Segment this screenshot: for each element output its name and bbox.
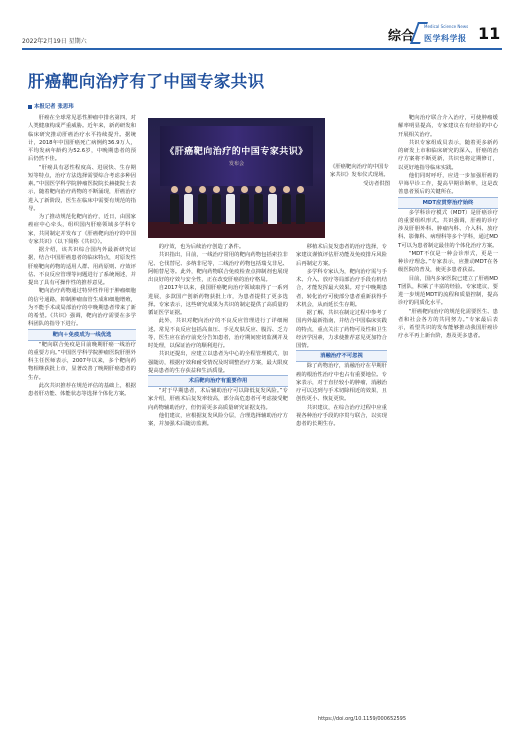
section-name: 综合 <box>388 29 415 44</box>
person-figure <box>268 186 277 224</box>
english-name: Medical Science News <box>424 24 469 29</box>
photo-credit: 受访者供图 <box>363 180 390 187</box>
paragraph: 多学科专家认为，靶向治疗需与手术、介入、放疗等局部治疗手段有机结合，才能发挥最大效果。对于中晚期患者，转化治疗可使部分患者重新获得手术机会，从而延长生存期。 <box>296 268 387 308</box>
person-figure <box>184 186 193 224</box>
paragraph: 据介绍，该共识综合国内外最新研究证据，结合中国肝癌患者的临床特点，对原发性肝癌靶向药物的适用人群、用药原则、疗效评估、不良反应管理等问题进行了系统阐述，并提出了具有可操作性的推荐意见。 <box>28 247 136 286</box>
paragraph: 共识专家组成员表示，随着更多新药的研发上市和临床研究的深入，肝癌的治疗方案将不断更新，共识也将定期修订，以更好地指导临床实践。 <box>398 139 498 171</box>
event-photo <box>148 118 325 238</box>
paragraph: 肝癌在全球常见恶性肿瘤中排名第四，对人类健康构成严重威胁。近年来，新药研发和临床研究推动肝癌治疗水平持续提升。据统计，2018年中国肝癌死亡病例约36.9万人，平均发病年龄约为52.6岁，中晚期患者的预后仍然不佳。 <box>28 115 136 163</box>
column-2 <box>148 243 288 428</box>
doi-link[interactable]: https://doi.org/10.1159/000652595 <box>318 716 407 722</box>
issue-date: 2022年2月19日 星期六 <box>22 38 87 45</box>
screen-subtitle: 发布会 <box>228 161 244 167</box>
paragraph: 的疗效，也为后续治疗创造了条件。 <box>158 244 245 250</box>
paragraph: “肝癌具有恶性程度高、进展快、生存期短等特点，治疗方法选择需要综合考虑多种因素。”中国医学科学院肿瘤医院院长赫捷院士表示，随着靶向治疗药物的不断涌现，肝癌治疗进入了新阶段，医生在临床中需要有规范的指导。 <box>28 164 136 212</box>
paragraph: 为了推动规范化靶向治疗，近日，由国家癌症中心牵头，组织国内肝癌领域多学科专家，共同制定并发布了《肝癌靶向治疗的中国专家共识》（以下简称《共识》）。 <box>28 214 136 245</box>
subheading: 靶向＋免疫成为一线优选 <box>28 329 136 341</box>
paragraph: “肝癌靶向治疗的规范化需要医生、患者和社会各方的共同努力。”专家最后表示，希望共识的发布能够推动我国肝癌诊疗水平再上新台阶，惠及更多患者。 <box>398 308 498 340</box>
paragraph: 移植术后复发患者的治疗选择，专家建议谨慎评估肝功能及免疫排斥风险后再制定方案。 <box>296 244 387 267</box>
paragraph: 共识建议，在综合治疗过程中应重视各种治疗手段的序贯与联合，以实现患者的长期生存。 <box>296 404 387 427</box>
paragraph: 多学科诊疗模式（MDT）是肝癌诊疗的重要组织形式。共识强调，肝癌的诊疗涉及肝胆外科、肿瘤内科、介入科、放疗科、影像科、病理科等多个学科，通过MDT可以为患者制定最佳的个体化治疗方案。 <box>398 209 498 249</box>
paragraph: 据了解，共识在制定过程中参考了国内外最新指南，并结合中国临床实践的特点，重点关注了药物可及性和卫生经济学因素，力求使推荐意见更加符合国情。 <box>296 310 387 349</box>
paragraph: 靶向治疗药物通过特异性作用于肿瘤细胞的信号通路，抑制肿瘤血管生成和细胞增殖，为不能手术或局部治疗的中晚期患者带来了新的希望。《共识》强调，靶向治疗需要在多学科团队的指导下进行。 <box>28 288 136 328</box>
article-title: 肝癌靶向治疗有了中国专家共识 <box>28 72 265 91</box>
header-divider <box>22 48 502 50</box>
person-figure <box>170 186 179 224</box>
person-figure <box>296 186 305 224</box>
paragraph: 此外，共识对靶向治疗的不良反应管理进行了详细阐述。常见不良反应包括高血压、手足皮肤反应、腹泻、乏力等，医生应在治疗前充分告知患者，治疗期间密切监测并及时处理，以保证治疗的顺利进行。 <box>148 318 288 349</box>
caption-text: 《肝癌靶向治疗的中国专家共识》发布仪式现场。 <box>330 164 389 179</box>
person-figure <box>240 186 249 224</box>
paragraph: 靶向治疗联合介入治疗，可使肿瘤缓解率明显提高，专家建议在有经验的中心开展相关治疗。 <box>398 115 498 138</box>
newspaper-brand: 医学科学报 <box>424 34 467 43</box>
person-figure <box>282 186 291 224</box>
paragraph: 共识指出，目前，一线治疗常用的靶向药物包括索拉非尼、仑伐替尼、多纳非尼等，二线治疗药物包括瑞戈非尼、阿帕替尼等。此外，靶向药物联合免疫检查点抑制剂也展现出良好的疗效与安全性，正在改变肝癌的治疗格局。 <box>148 252 288 283</box>
masthead <box>0 0 524 50</box>
subheading: MDT应贯穿治疗始终 <box>398 197 498 209</box>
stage-screen <box>160 126 313 186</box>
page-number: 11 <box>478 24 501 43</box>
column-4 <box>398 114 498 341</box>
paragraph: 此次共识推荐在规范评估的基础上，根据患者肝功能、体能状态等选择个体化方案。 <box>28 382 136 397</box>
photo-caption <box>330 163 390 188</box>
paragraph: 他们建议，应根据复发风险分层，合理选择辅助治疗方案，并加强术后随访监测。 <box>148 412 288 427</box>
person-figure <box>212 186 221 224</box>
paragraph: 除了药物治疗，消融治疗在早期肝癌的根治性治疗中也占有重要地位。专家表示，对于直径较小的肿瘤，消融治疗可以达到与手术切除相近的效果，且创伤更小、恢复更快。 <box>296 363 387 403</box>
paragraph: “MDT不仅是一种会诊形式，更是一种诊疗理念。”专家表示，应推动MDT在各级医院的普及，使更多患者获益。 <box>398 250 498 274</box>
subheading: 术后靶向治疗有重要作用 <box>148 375 288 387</box>
subheading: 消融治疗不可忽视 <box>296 350 387 362</box>
person-figure <box>254 186 263 224</box>
screen-title: 《肝癌靶向治疗的中国专家共识》 <box>165 147 308 157</box>
paragraph: 他们同时呼吁，应进一步加强肝癌的早筛早诊工作，提高早期诊断率，这是改善患者预后的关键所在。 <box>398 172 498 196</box>
paragraph: “对于早期患者，术后辅助治疗可以降低复发风险。”专家介绍，肝癌术后复发率较高，部分高危患者可考虑接受靶向药物辅助治疗，但仍需更多高质量研究证据支持。 <box>148 388 288 411</box>
paragraph: “靶向联合免疫是目前晚期肝癌一线治疗的重要方向。”中国医学科学院肿瘤医院肝胆外科主任医师表示，2007年以来，多个靶向药物相继获批上市，显著改善了晚期肝癌患者的生存。 <box>28 341 136 381</box>
person-figure <box>226 186 235 224</box>
stage-floor <box>148 222 325 238</box>
person-figure <box>198 186 207 224</box>
byline: 本报记者 张思玮 <box>28 102 74 110</box>
column-1 <box>28 114 136 398</box>
column-3 <box>296 243 387 428</box>
paragraph: 目前，国内多家医院已建立了肝癌MDT团队，积累了丰富的经验。专家建议，要进一步规范MDT的流程和质量控制，提高诊疗的同质化水平。 <box>398 275 498 307</box>
paragraph: 共识还提出，应建立以患者为中心的全程管理模式，加强随访，根据疗效和耐受情况及时调整治疗方案，最大限度提高患者的生存获益和生活质量。 <box>148 351 288 374</box>
paragraph: 自2017年以来，我国肝癌靶向治疗领域取得了一系列进展，多款国产创新药物获批上市，为患者提供了更多选择。专家表示，这些研究成果为共识的制定提供了高质量的循证医学证据。 <box>148 285 288 316</box>
